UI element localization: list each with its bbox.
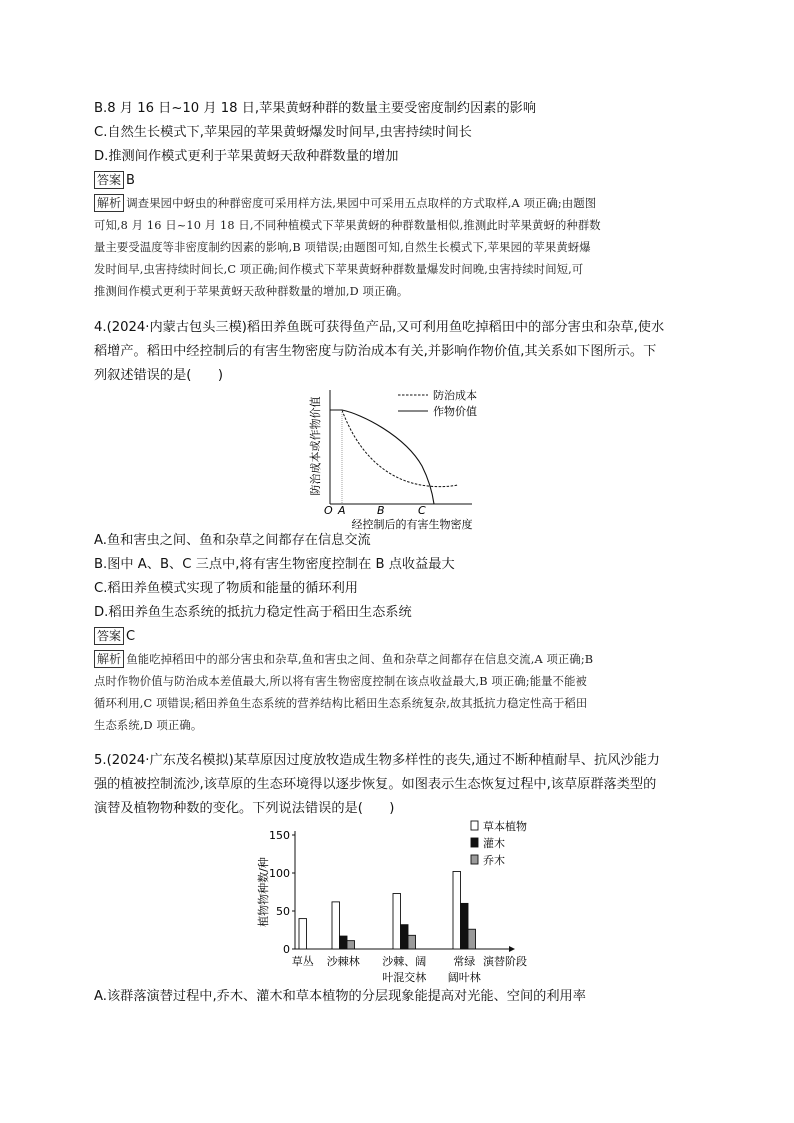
bar-乔木 [347, 941, 355, 949]
q3-option-d: D.推测间作模式更利于苹果黄蚜天敌种群数量的增加 [94, 149, 399, 164]
q4-answer-row [94, 627, 135, 647]
q5-stem-line: 5.(2024·广东茂名模拟)某草原因过度放牧造成生物多样性的丧失,通过不断种植耐旱、抗风沙能力 [94, 753, 660, 768]
q3-answer-row [94, 171, 135, 191]
legend-swatch [471, 855, 478, 864]
q4-legend-cost: 防治成本 [433, 389, 477, 402]
q4-y-axis-label: 防治成本或作物价值 [309, 396, 322, 496]
q4-option-b: B.图中 A、B、C 三点中,将有害生物密度控制在 B 点收益最大 [94, 557, 455, 572]
y-tick-label: 100 [269, 867, 290, 880]
x-axis-label: 演替阶段 [483, 955, 527, 968]
q4-x-axis-label: 经控制后的有害生物密度 [351, 518, 473, 530]
explanation-label: 解析 [94, 194, 124, 212]
bar-乔木 [408, 935, 416, 949]
explanation-label: 解析 [94, 650, 124, 668]
category-label: 叶混交林 [382, 971, 427, 984]
q4-explanation-line: 点时作物价值与防治成本差值最大,所以将有害生物密度控制在该点收益最大,B 项正确;能量不能被 [94, 675, 587, 688]
q4-option-d: D.稻田养鱼生态系统的抵抗力稳定性高于稻田生态系统 [94, 605, 412, 620]
q4-origin-label: O [324, 504, 333, 517]
q4-option-a: A.鱼和害虫之间、鱼和杂草之间都存在信息交流 [94, 533, 371, 548]
y-tick-label: 50 [276, 905, 290, 918]
answer-value: B [126, 173, 135, 188]
q4-legend-value: 作物价值 [433, 405, 477, 418]
bar-灌木 [401, 925, 409, 949]
q4-stem-line: 4.(2024·内蒙古包头三模)稻田养鱼既可获得鱼产品,又可利用鱼吃掉稻田中的部分害虫和杂草,使水 [94, 320, 665, 335]
bar-草本植物 [393, 894, 401, 949]
q3-explanation-line: 解析 调查果园中蚜虫的种群密度可采用样方法,果园中可采用五点取样的方式取样,A 项正确;由题图 [94, 193, 596, 215]
category-label: 草丛 [291, 955, 314, 968]
y-axis-label: 植物物种数/种 [257, 857, 270, 927]
q4-point-c-label: C [418, 504, 426, 517]
answer-value: C [126, 629, 136, 644]
bar-草本植物 [299, 919, 307, 949]
answer-label: 答案 [94, 171, 124, 189]
q3-explanation-line: 发时间早,虫害持续时间长,C 项正确;间作模式下苹果黄蚜种群数量爆发时间晚,虫害持续时间短,可 [94, 263, 584, 276]
q4-cost-value-figure [300, 384, 530, 530]
q4-stem-line: 稻增产。稻田中经控制后的有害生物密度与防治成本有关,并影响作物价值,其关系如下图所示。下 [94, 344, 657, 359]
q4-explanation-line: 循环利用,C 项错误;稻田养鱼生态系统的营养结构比稻田生态系统复杂,故其抵抗力稳定性高于稻田 [94, 697, 588, 710]
q5-stem-line: 演替及植物物种数的变化。下列说法错误的是( ) [94, 801, 395, 816]
q4-point-a-label: A [338, 504, 346, 517]
bar-草本植物 [332, 902, 340, 949]
q4-crop-value-curve [330, 410, 434, 504]
bar-乔木 [468, 929, 476, 949]
bar-草本植物 [453, 871, 461, 949]
q5-species-bar-chart [255, 815, 555, 987]
category-label: 沙棘、阔 [382, 955, 427, 968]
bar-灌木 [340, 936, 348, 949]
q3-option-c: C.自然生长模式下,苹果园的苹果黄蚜爆发时间早,虫害持续时间长 [94, 125, 472, 140]
q4-explanation-line: 解析 鱼能吃掉稻田中的部分害虫和杂草,鱼和害虫之间、鱼和杂草之间都存在信息交流,A 项正确;B [94, 649, 593, 671]
q3-explanation-line: 推测间作模式更利于苹果黄蚜天敌种群数量的增加,D 项正确。 [94, 285, 409, 298]
q4-option-c: C.稻田养鱼模式实现了物质和能量的循环利用 [94, 581, 358, 596]
legend-label: 草本植物 [483, 820, 527, 833]
category-label: 阔叶林 [447, 971, 481, 984]
legend-label: 灌木 [483, 837, 505, 850]
q4-point-b-label: B [377, 504, 385, 517]
q3-explanation-line: 量主要受温度等非密度制约因素的影响,B 项错误;由题图可知,自然生长模式下,苹果园的苹果黄蚜爆 [94, 241, 591, 254]
q5-option-a: A.该群落演替过程中,乔木、灌木和草本植物的分层现象能提高对光能、空间的利用率 [94, 989, 586, 1004]
q4-explanation-line: 生态系统,D 项正确。 [94, 719, 203, 732]
bar-灌木 [461, 903, 469, 949]
q4-stem-line: 列叙述错误的是( ) [94, 368, 223, 383]
y-tick-label: 150 [269, 829, 290, 842]
legend-swatch [471, 821, 478, 830]
answer-label: 答案 [94, 627, 124, 645]
q3-option-b: B.8 月 16 日~10 月 18 日,苹果黄蚜种群的数量主要受密度制约因素的影响 [94, 101, 537, 116]
x-axis-arrow [509, 946, 515, 952]
legend-swatch [471, 838, 478, 847]
q5-stem-line: 强的植被控制流沙,该草原的生态环境得以逐步恢复。如图表示生态恢复过程中,该草原群落类型的 [94, 777, 657, 792]
q3-explanation-line: 可知,8 月 16 日~10 月 18 日,不同种植模式下苹果黄蚜的种群数量相似,推测此时苹果黄蚜的种群数 [94, 219, 601, 232]
legend-label: 乔木 [483, 854, 505, 867]
category-label: 常绿 [453, 955, 476, 968]
q4-control-cost-curve [342, 410, 458, 487]
category-label: 沙棘林 [326, 955, 360, 968]
y-tick-label: 0 [283, 943, 290, 956]
